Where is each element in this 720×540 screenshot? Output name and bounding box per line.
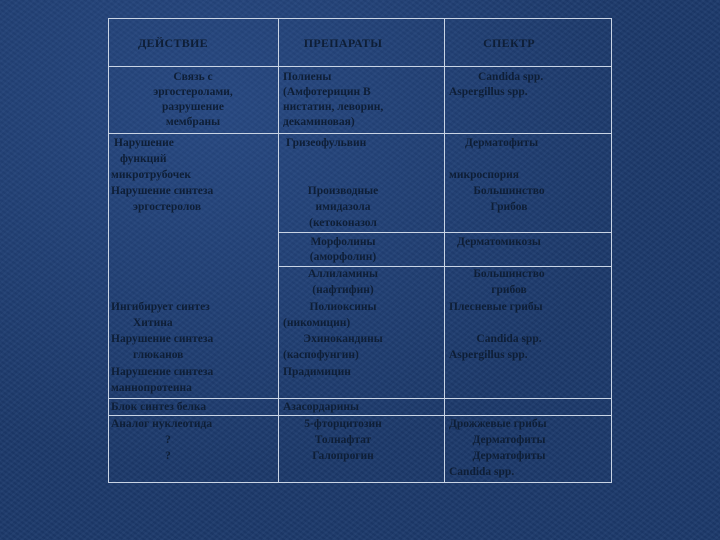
cell-text: Связь с <box>173 71 213 83</box>
cell-text: Дерматофиты <box>465 137 539 149</box>
cell-text: грибов <box>491 284 527 296</box>
cell-text: Галопрогин <box>312 450 374 462</box>
cell-text: имидазола <box>315 201 371 213</box>
divider <box>108 18 612 19</box>
divider <box>108 66 612 67</box>
cell-text: Candida spp. <box>476 333 542 345</box>
cell-text: разрушение <box>162 101 224 113</box>
cell-text: эргостеролами, <box>153 86 233 98</box>
cell-text: микротрубочек <box>111 169 191 181</box>
divider <box>108 398 612 399</box>
cell-text: функций <box>120 153 167 165</box>
cell-text: Дерматофиты <box>472 434 546 446</box>
cell-text: Грибов <box>490 201 528 213</box>
cell-text: Дерматомикозы <box>457 236 541 248</box>
cell-text: (аморфолин) <box>309 251 377 263</box>
cell-text: мембраны <box>165 116 221 128</box>
cell-text: Candida spp. <box>478 71 544 83</box>
cell-text: Большинство <box>473 185 545 197</box>
cell-text: ? <box>165 434 171 446</box>
cell-text: (нафтифин) <box>312 284 374 296</box>
cell-text: Aspergillus spp. <box>449 349 528 361</box>
cell-text: Производные <box>307 185 379 197</box>
cell-text: Ингибирует синтез <box>111 301 210 313</box>
cell-text: эргостеролов <box>133 201 202 213</box>
cell-text: Полиоксины <box>309 301 377 313</box>
cell-text: Азасордарины <box>283 401 359 413</box>
cell-text: ? <box>165 450 171 462</box>
cell-text: Хитина <box>133 317 173 329</box>
cell-text: Гризеофульвин <box>286 137 367 149</box>
cell-text: Блок синтез белка <box>111 401 207 413</box>
cell-text: Дерматофиты <box>472 450 546 462</box>
cell-text: Нарушение синтеза <box>111 366 214 378</box>
cell-text: микроспория <box>449 169 519 181</box>
cell-text: Эхинокандины <box>303 333 383 345</box>
cell-text: декаминовая) <box>283 116 355 128</box>
cell-text: нистатин, леворин, <box>283 101 384 113</box>
cell-text: 5-фторцитозин <box>304 418 382 430</box>
divider <box>108 133 612 134</box>
cell-text: (никомицин) <box>283 317 351 329</box>
header-drugs: ПРЕПАРАТЫ <box>303 36 383 50</box>
cell-text: Дрожжевые грибы <box>449 418 547 430</box>
cell-text: Плесневые грибы <box>449 301 543 313</box>
cell-text: Candida spp. <box>449 466 515 478</box>
cell-text: (кетоконазол <box>309 217 377 229</box>
cell-text: Прадимицин <box>283 366 351 378</box>
divider <box>278 232 612 233</box>
cell-text: Нарушение <box>114 137 174 149</box>
cell-text: Нарушение синтеза <box>111 185 214 197</box>
cell-text: Морфолины <box>310 236 376 248</box>
cell-text: (каспофунгин) <box>283 349 359 361</box>
header-action: ДЕЙСТВИЕ <box>137 36 208 50</box>
cell-text: маннопротеина <box>111 382 192 394</box>
cell-text: Толнафтат <box>314 434 372 446</box>
cell-text: Большинство <box>473 268 545 280</box>
divider <box>611 18 612 483</box>
cell-text: глюканов <box>133 349 184 361</box>
divider <box>278 266 612 267</box>
divider <box>108 415 612 416</box>
cell-text: Нарушение синтеза <box>111 333 214 345</box>
cell-text: Полиены <box>283 71 332 83</box>
cell-text: Аналог нуклеотида <box>111 418 213 430</box>
divider <box>108 482 612 483</box>
divider <box>444 18 445 483</box>
cell-text: Аллиламины <box>307 268 379 280</box>
cell-text: Aspergillus spp. <box>449 86 528 98</box>
cell-text: (Амфотерицин В <box>283 86 371 98</box>
header-spectrum: СПЕКТР <box>483 36 535 50</box>
